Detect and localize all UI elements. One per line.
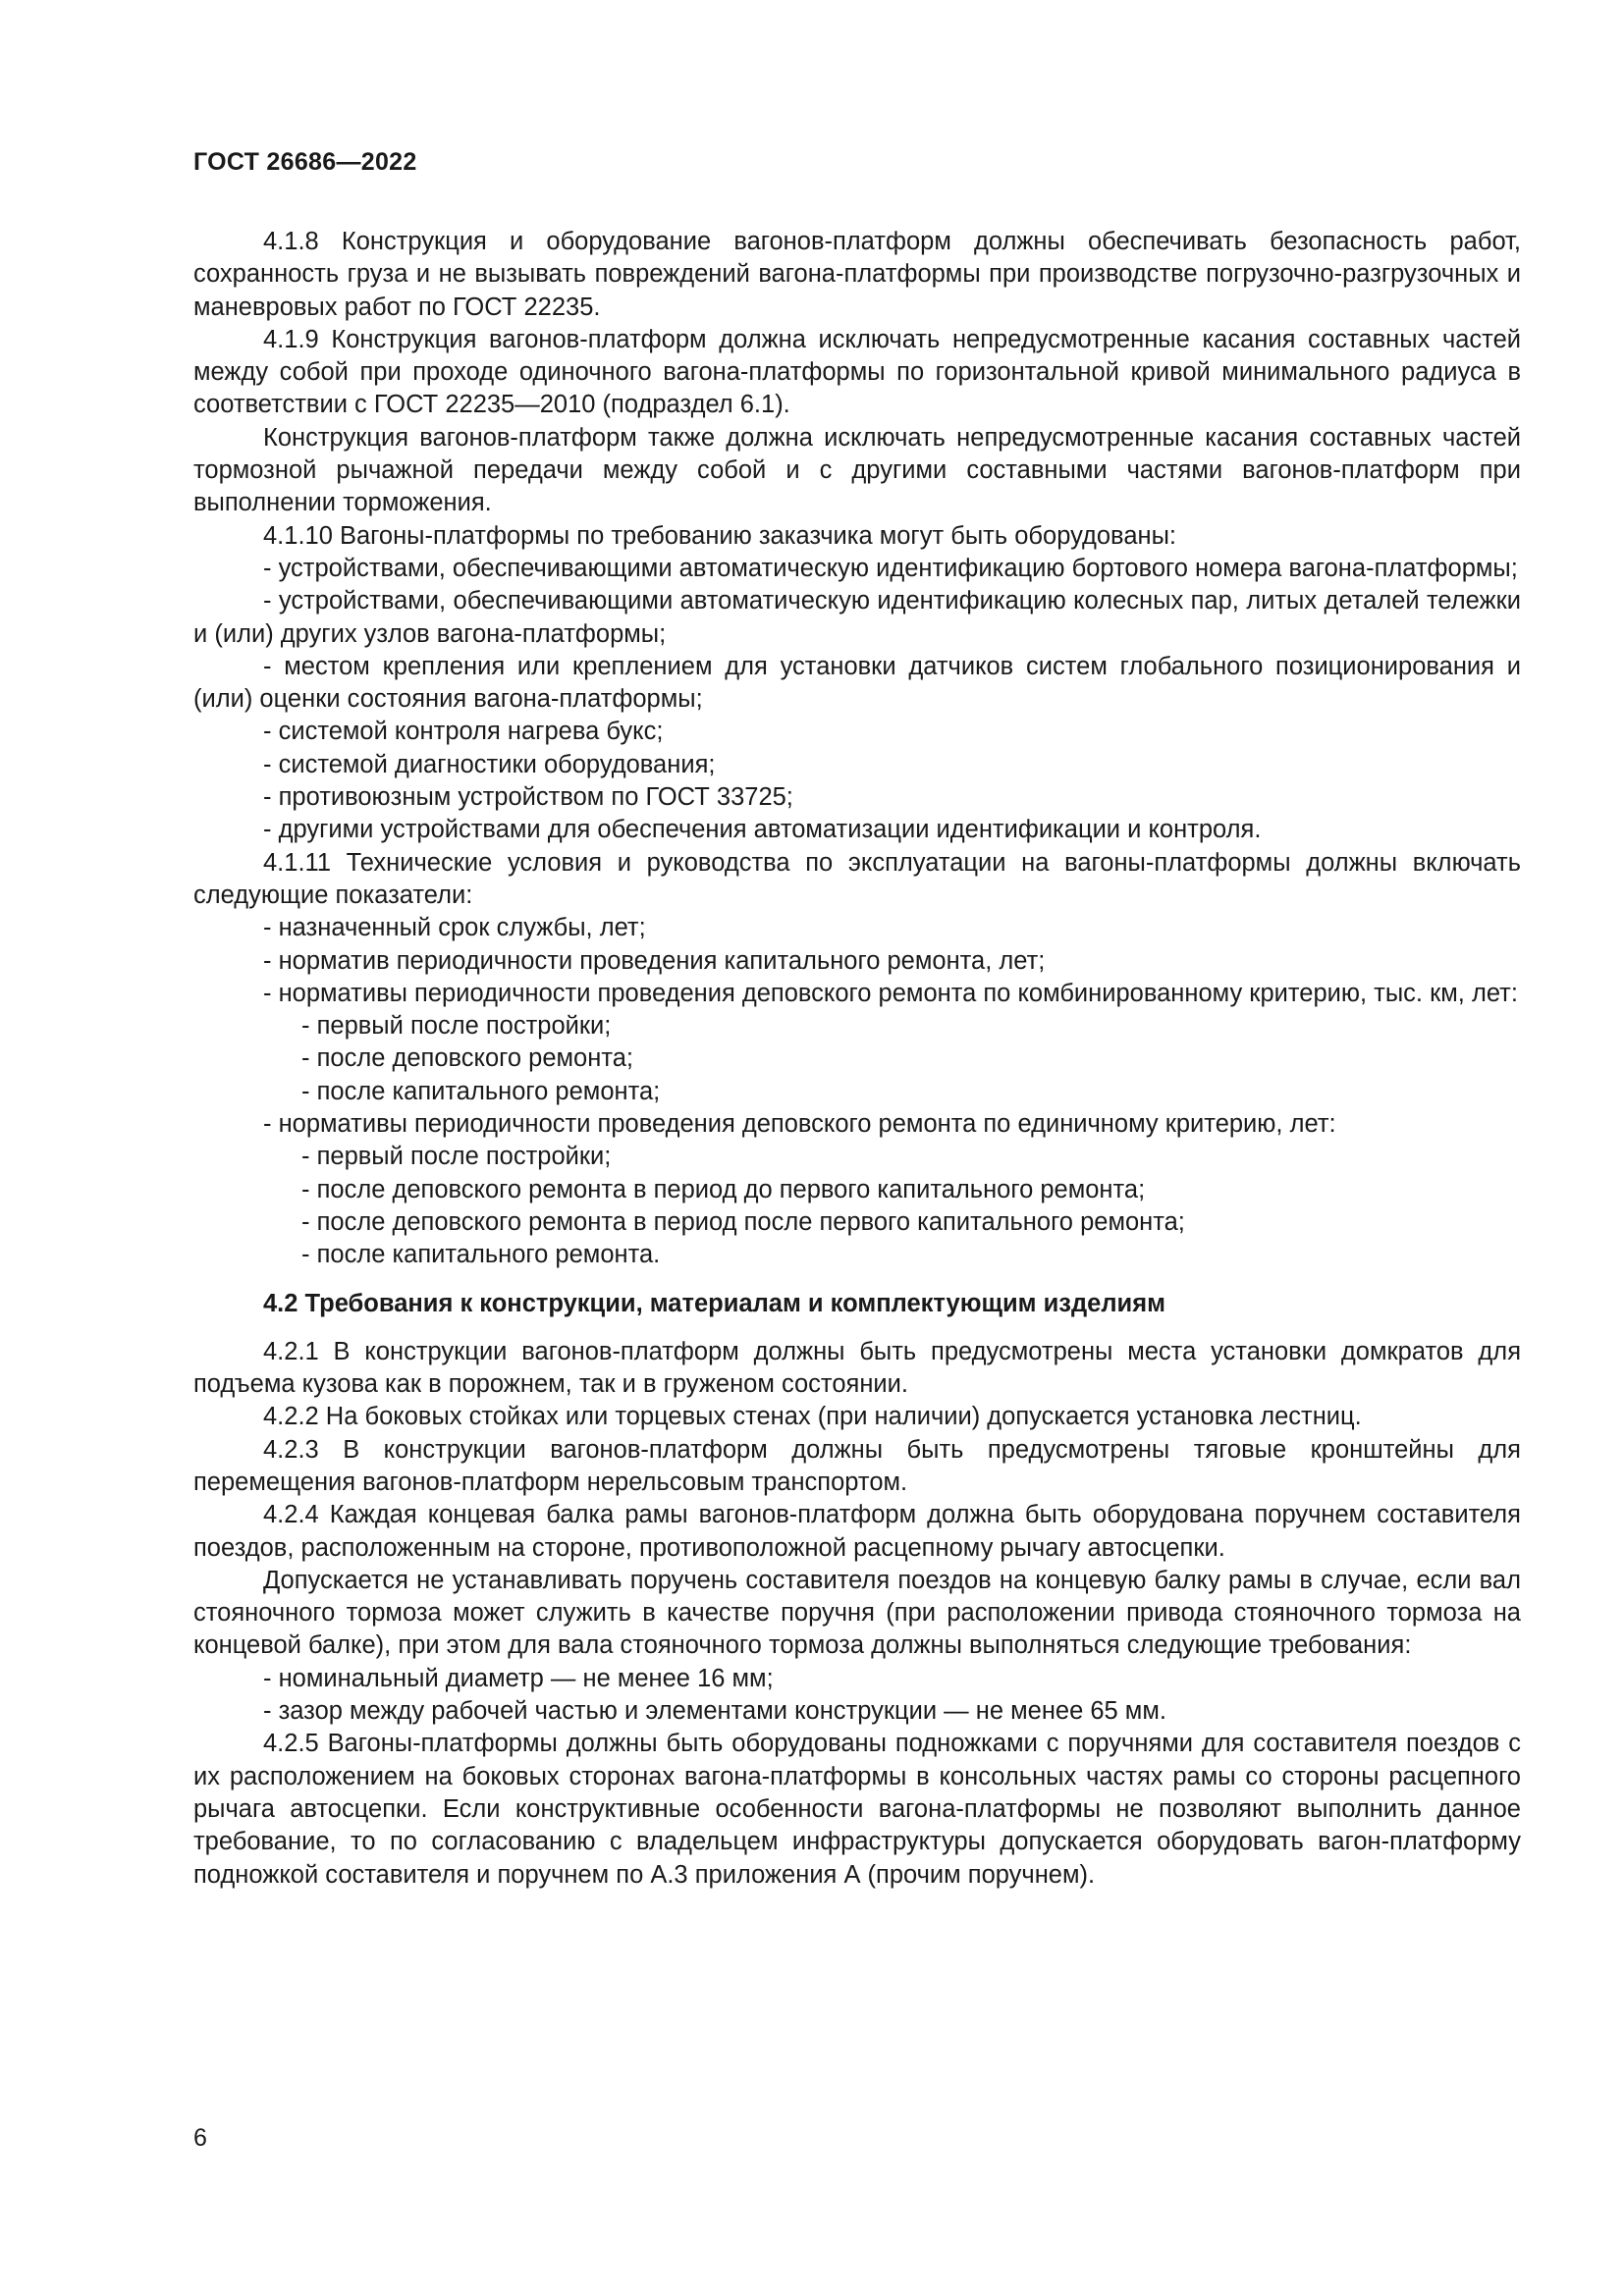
list-item: - зазор между рабочей частью и элементами конструкции — не менее 65 мм. (263, 1697, 1166, 1726)
list-item: - устройствами, обеспечивающими автоматическую идентификацию бортового номера вагона-платформы; (263, 554, 1518, 582)
list-item: - системой контроля нагрева букс; (263, 718, 664, 746)
paragraph-4-1-10: 4.1.10 Вагоны-платформы по требованию заказчика могут быть оборудованы: (263, 521, 1176, 550)
list-item: - норматив периодичности проведения капитального ремонта, лет; (263, 946, 1046, 975)
paragraph-4-1-11: 4.1.11 Технические условия и руководства по эксплуатации на вагоны-платформы должны включать следующие показатели: (193, 848, 1521, 909)
document-header: ГОСТ 26686—2022 (193, 148, 417, 176)
sub-list-item: - после деповского ремонта в период до первого капитального ремонта; (301, 1175, 1146, 1203)
list-item: - нормативы периодичности проведения деповского ремонта по комбинированному критерию, тыс. км, лет: (263, 979, 1518, 1007)
page-number: 6 (193, 2124, 207, 2152)
list-item: - системой диагностики оборудования; (263, 750, 716, 778)
section-heading-4-2: 4.2 Требования к конструкции, материалам и комплектующим изделиям (263, 1289, 1165, 1317)
paragraph-4-2-1: 4.2.1 В конструкции вагонов-платформ должны быть предусмотрены места установки домкратов для подъема кузова как в порожнем, так и в груженом состоянии. (193, 1337, 1521, 1399)
paragraph-4-2-5: 4.2.5 Вагоны-платформы должны быть оборудованы подножками с поручнями для составителя поездов с их расположением на боковых сторонах вагона-платформы в консольных частях рамы со стороны расцепного рычага автосцепки. Если конструктивные особенности вагона-платформы не позволяют выполнить данное требование, то по согласованию с владельцем инфраструктуры допускается оборудовать вагон-платформу подножкой составителя и поручнем по А.3 приложения А (прочим поручнем). (193, 1730, 1521, 1889)
sub-list-item: - после деповского ремонта; (301, 1044, 633, 1073)
paragraph-4-2-3: 4.2.3 В конструкции вагонов-платформ должны быть предусмотрены тяговые кронштейны для перемещения вагонов-платформ нерельсовым транспортом. (193, 1435, 1521, 1496)
sub-list-item: - после деповского ремонта в период после первого капитального ремонта; (301, 1207, 1185, 1236)
list-item: - нормативы периодичности проведения деповского ремонта по единичному критерию, лет: (263, 1110, 1336, 1139)
sub-list-item: - после капитального ремонта. (301, 1241, 661, 1269)
paragraph-4-1-8: 4.1.8 Конструкция и оборудование вагонов-платформ должны обеспечивать безопасность работ, сохранность груза и не вызывать повреждений вагона-платформы при производстве погрузочно-разгрузочных и маневровых работ по ГОСТ 22235. (193, 228, 1521, 321)
list-item: - другими устройствами для обеспечения автоматизации идентификации и контроля. (263, 816, 1262, 844)
sub-list-item: - первый после постройки; (301, 1143, 612, 1171)
paragraph-4-1-9: 4.1.9 Конструкция вагонов-платформ должна исключать непредусмотренные касания составных частей между собой при проходе одиночного вагона-платформы по горизонтальной кривой минимального радиуса в соответствии с ГОСТ 22235—2010 (подраздел 6.1). (193, 325, 1521, 419)
sub-list-item: - первый после постройки; (301, 1012, 612, 1041)
paragraph-4-2-2: 4.2.2 На боковых стойках или торцевых стенах (при наличии) допускается установка лестниц. (263, 1403, 1362, 1431)
list-item: - противоюзным устройством по ГОСТ 33725; (263, 783, 793, 812)
document-body (193, 226, 1521, 1892)
paragraph-4-2-4: 4.2.4 Каждая концевая балка рамы вагонов-платформ должна быть оборудована поручнем составителя поездов, расположенным на стороне, противоположной расцепному рычагу автосцепки. (193, 1501, 1521, 1562)
list-item: - устройствами, обеспечивающими автоматическую идентификацию колесных пар, литых деталей тележки и (или) других узлов вагона-платформы; (193, 587, 1521, 648)
list-item: - назначенный срок службы, лет; (263, 914, 646, 942)
paragraph-4-2-4-cont: Допускается не устанавливать поручень составителя поездов на концевую балку рамы в случае, если вал стояночного тормоза может служить в качестве поручня (при расположении привода стояночного тормоза на концевой балке), при этом для вала стояночного тормоза должны выполняться следующие требования: (193, 1566, 1521, 1660)
list-item: - номинальный диаметр — не менее 16 мм; (263, 1664, 774, 1692)
sub-list-item: - после капитального ремонта; (301, 1077, 661, 1105)
paragraph-4-1-9-cont: Конструкция вагонов-платформ также должна исключать непредусмотренные касания составных частей тормозной рычажной передачи между собой и с другими составными частями вагонов-платформ при выполнении торможения. (193, 423, 1521, 517)
list-item: - местом крепления или креплением для установки датчиков систем глобального позиционирования и (или) оценки состояния вагона-платформы; (193, 652, 1521, 714)
